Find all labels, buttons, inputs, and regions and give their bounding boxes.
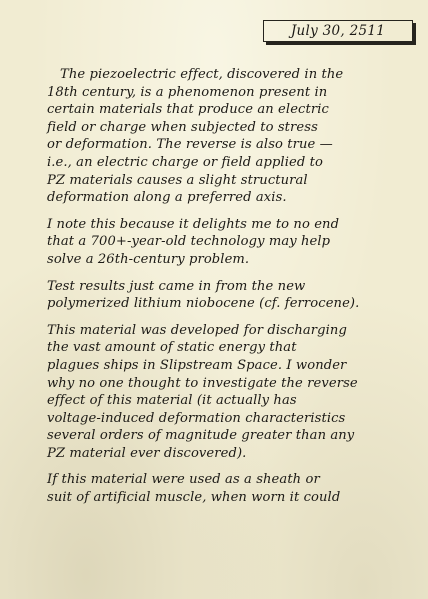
text-line: PZ materials causes a slight structural [47,172,308,188]
paragraph-piezoelectric [47,66,417,207]
text-line: suit of artificial muscle, when worn it could [47,490,341,506]
text-line: i.e., an electric charge or field applied to [47,154,323,170]
paragraph-artificial-muscle [47,471,417,506]
text-line: solve a 26th-century problem. [47,251,250,267]
text-line: field or charge when subjected to stress [47,119,318,135]
text-line: PZ material ever discovered). [47,445,247,461]
journal-body [47,66,417,516]
text-line: certain materials that produce an electric [47,102,329,118]
paragraph-test-results [47,278,417,313]
text-line: polymerized lithium niobocene (cf. ferrocene). [47,296,360,312]
text-line: the vast amount of static energy that [47,340,297,356]
text-line: deformation along a preferred axis. [47,190,287,206]
text-line: I note this because it delights me to no end [47,216,340,232]
text-line: The piezoelectric effect, discovered in the [60,67,344,82]
text-line: why no one thought to investigate the reverse [47,375,358,391]
text-line: plagues ships in Slipstream Space. I wonder [47,357,347,373]
paragraph-delight [47,216,417,269]
text-line: voltage-induced deformation characteristics [47,410,346,426]
text-line: that a 700+-year-old technology may help [47,234,331,250]
text-line: 18th century, is a phenomenon present in [47,84,328,100]
text-line: several orders of magnitude greater than any [47,428,355,444]
text-line: This material was developed for discharging [47,322,347,338]
text-line: Test results just came in from the new [47,278,306,294]
text-line: If this material were used as a sheath or [47,472,320,488]
text-line: or deformation. The reverse is also true — [47,137,333,153]
paragraph-material [47,322,417,463]
date-stamp: July 30, 2511 [263,20,413,42]
text-line: effect of this material (it actually has [47,393,297,409]
